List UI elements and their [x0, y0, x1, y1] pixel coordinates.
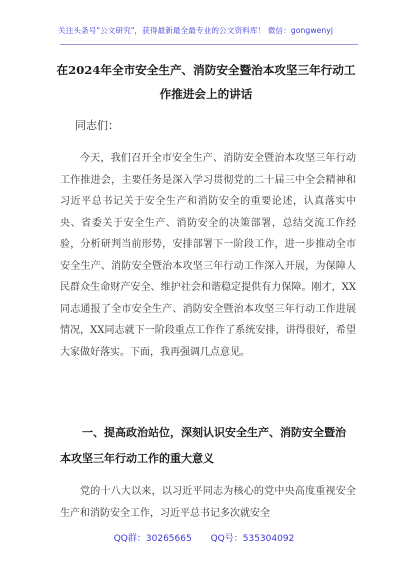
salutation: 同志们：	[75, 119, 119, 132]
body-paragraph-1: 今天，我们召开全市安全生产、消防安全暨治本攻坚三年行动工作推进会，主要任务是深入学习贯彻党的二十届三中全会精神和习近平总书记关于安全生产和消防安全的重要论述，认真落实中央、省委关于安全生产、消防安全的决策部署，总结交流工作经验，分析研判当前形势，安排部署下一阶段工作，进一步推动全市安全生产、消防安全暨治本攻坚三年行动工作深入开展，为保障人民群众生命财产安全、维护社会和谐稳定提供有力保障。刚才，XX同志通报了全市安全生产、消防安全暨治本攻坚三年行动工作进展情况，XX同志就下一阶段重点工作作了系统安排，讲得很好，希望大家做好落实。下面，我再强调几点意见。	[60, 153, 356, 358]
header-divider	[60, 44, 358, 45]
title-line-1: 在2024年全市安全生产、消防安全暨治本攻坚三年行动工	[56, 63, 356, 77]
document-title	[50, 58, 362, 106]
footer-qq-group: QQ群：30265665	[113, 534, 192, 544]
footer-qq-number: QQ号：535304092	[210, 534, 295, 544]
footer-contact	[0, 531, 408, 544]
body-paragraph-2: 党的十八大以来，以习近平同志为核心的党中央高度重视安全生产和消防安全工作，习近平总书记多次就安全	[60, 486, 356, 519]
title-line-2: 作推进会上的讲话	[159, 87, 253, 101]
header-note: 关注头条号"公文研究"，获得最新最全最专业的公文资料库！ 微信：gongwenyj	[58, 26, 334, 35]
section-heading-1: 一、提高政治站位，深刻认识安全生产、消防安全暨治本攻坚三年行动工作的重大意义	[60, 426, 346, 465]
